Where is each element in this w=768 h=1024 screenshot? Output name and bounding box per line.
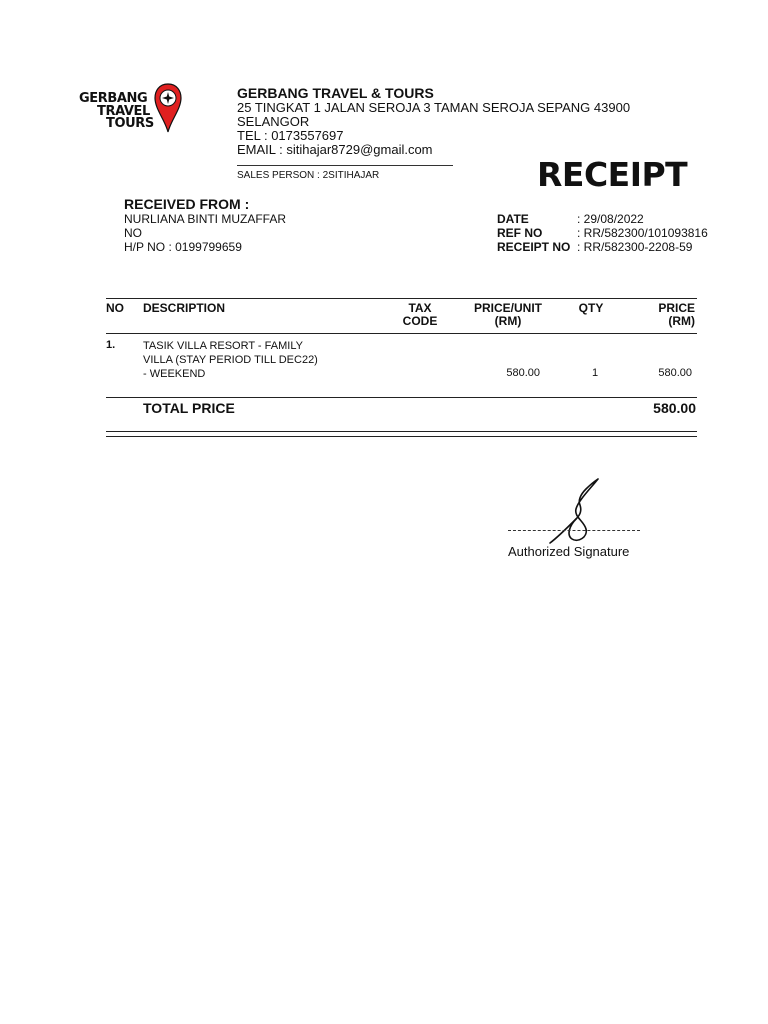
receipt-no-label: RECEIPT NO bbox=[497, 240, 571, 254]
date-value: : 29/08/2022 bbox=[577, 212, 644, 226]
customer-line2: NO bbox=[124, 226, 142, 240]
divider bbox=[237, 165, 453, 166]
logo-text-line3: TOURS bbox=[106, 116, 154, 131]
total-top-rule bbox=[106, 397, 697, 398]
total-price-label: TOTAL PRICE bbox=[143, 400, 235, 416]
column-header-price bbox=[640, 302, 695, 328]
column-header-price-line2: (RM) bbox=[668, 314, 695, 328]
location-pin-icon bbox=[153, 82, 183, 134]
logo-text-line1: GERBANG bbox=[79, 91, 148, 106]
row-qty: 1 bbox=[591, 367, 599, 379]
customer-phone: H/P NO : 0199799659 bbox=[124, 240, 242, 254]
column-header-description: DESCRIPTION bbox=[143, 301, 226, 315]
column-header-tax-code-line1: TAX bbox=[408, 301, 432, 315]
handwritten-signature bbox=[540, 475, 610, 547]
row-price-unit: 580.00 bbox=[506, 367, 540, 379]
customer-name: NURLIANA BINTI MUZAFFAR bbox=[124, 212, 287, 226]
column-header-qty: QTY bbox=[578, 301, 604, 315]
total-double-rule-1 bbox=[106, 431, 697, 432]
column-header-price-unit-line1: PRICE/UNIT bbox=[473, 301, 542, 315]
company-address-line2: SELANGOR bbox=[237, 114, 310, 129]
company-name: GERBANG TRAVEL & TOURS bbox=[237, 85, 434, 101]
authorized-signature-label: Authorized Signature bbox=[508, 544, 630, 559]
row-description-line2: VILLA (STAY PERIOD TILL DEC22) bbox=[143, 354, 318, 366]
receipt-no-value: : RR/582300-2208-59 bbox=[577, 240, 693, 254]
total-price-value: 580.00 bbox=[653, 400, 696, 416]
table-top-rule bbox=[106, 298, 697, 299]
column-header-tax-code bbox=[394, 302, 446, 328]
ref-no-label: REF NO bbox=[497, 226, 543, 240]
table-header-rule bbox=[106, 333, 697, 334]
logo-text-line2: TRAVEL bbox=[97, 104, 150, 119]
received-from-heading: RECEIVED FROM : bbox=[124, 196, 250, 212]
total-double-rule-2 bbox=[106, 436, 697, 437]
company-address-line1: 25 TINGKAT 1 JALAN SEROJA 3 TAMAN SEROJA SEPANG 43900 bbox=[237, 100, 631, 115]
row-description-line1: TASIK VILLA RESORT - FAMILY bbox=[143, 340, 303, 352]
signature-line bbox=[508, 530, 640, 531]
column-header-no: NO bbox=[106, 301, 124, 315]
row-number: 1. bbox=[106, 339, 116, 351]
company-telephone: TEL : 0173557697 bbox=[237, 128, 344, 143]
row-description bbox=[143, 339, 318, 381]
column-header-price-unit-line2: (RM) bbox=[494, 314, 522, 328]
sales-person: SALES PERSON : 2SITIHAJAR bbox=[237, 170, 380, 181]
row-description-line3: - WEEKEND bbox=[143, 368, 206, 380]
row-price: 580.00 bbox=[658, 367, 692, 379]
column-header-tax-code-line2: CODE bbox=[402, 314, 438, 328]
company-logo bbox=[73, 80, 193, 136]
date-label: DATE bbox=[497, 212, 529, 226]
company-email: EMAIL : sitihajar8729@gmail.com bbox=[237, 142, 433, 157]
ref-no-value: : RR/582300/101093816 bbox=[577, 226, 708, 240]
column-header-price-unit bbox=[468, 302, 548, 328]
column-header-price-line1: PRICE bbox=[658, 301, 695, 315]
document-title: RECEIPT bbox=[537, 155, 688, 194]
